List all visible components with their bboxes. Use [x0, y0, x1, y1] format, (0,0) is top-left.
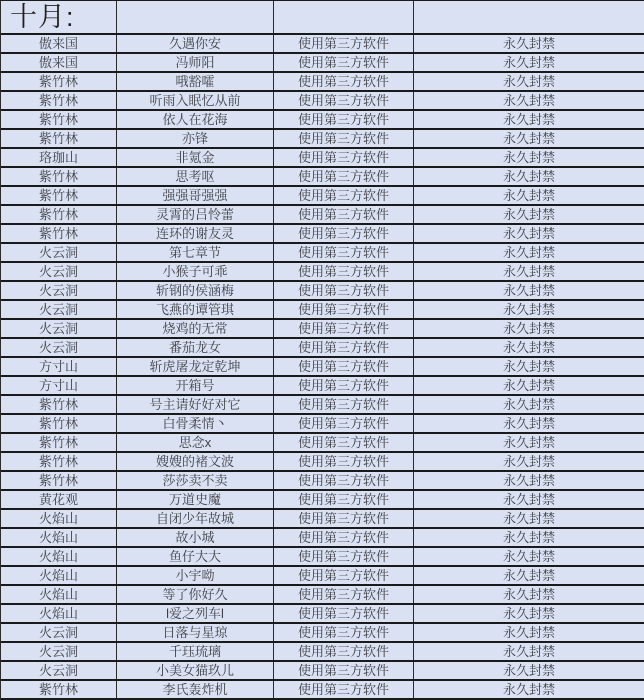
cell-player[interactable]: 非氪金	[117, 149, 274, 166]
table-row	[1, 605, 644, 624]
cell-punishment[interactable]: 永久封禁	[502, 625, 555, 640]
table-row	[1, 358, 644, 377]
cell-punishment[interactable]: 永久封禁	[502, 473, 555, 488]
table-row	[1, 567, 644, 586]
cell-player[interactable]: 千珏琉璃	[117, 643, 274, 660]
cell-server[interactable]: 方寸山	[1, 358, 117, 375]
cell-server[interactable]: 紫竹林	[1, 681, 117, 698]
cell-punishment[interactable]: 永久封禁	[502, 435, 555, 450]
cell-player[interactable]: 小猴子可乖	[117, 263, 274, 280]
cell-reason[interactable]: 使用第三方软件	[274, 92, 414, 109]
cell-server[interactable]: 方寸山	[1, 377, 117, 394]
table-row	[1, 529, 644, 548]
cell-reason[interactable]: 使用第三方软件	[274, 662, 414, 679]
cell-player[interactable]: 白骨柔情丶	[117, 415, 274, 432]
cell-reason[interactable]: 使用第三方软件	[274, 149, 414, 166]
cell-player[interactable]: 冯师阳	[117, 54, 274, 71]
cell-server[interactable]: 紫竹林	[1, 225, 117, 242]
cell-reason[interactable]: 使用第三方软件	[274, 453, 414, 470]
cell-punishment[interactable]: 永久封禁	[502, 549, 555, 564]
table-row	[1, 301, 644, 320]
cell-punishment[interactable]: 永久封禁	[502, 492, 555, 507]
cell-punishment[interactable]: 永久封禁	[502, 55, 555, 70]
cell-server[interactable]: 火焰山	[1, 567, 117, 584]
cell-server[interactable]: 火云洞	[1, 282, 117, 299]
cell-player[interactable]: 嫂嫂的褚文波	[117, 453, 274, 470]
cell-punishment[interactable]: 永久封禁	[502, 359, 555, 374]
table-row	[1, 415, 644, 434]
cell-punishment[interactable]: 永久封禁	[502, 131, 555, 146]
table-row	[1, 662, 644, 681]
cell-reason[interactable]: 使用第三方软件	[274, 111, 414, 128]
cell-reason[interactable]: 使用第三方软件	[274, 301, 414, 318]
cell-player[interactable]: 李氏轰炸机	[117, 681, 274, 698]
table-row	[1, 130, 644, 149]
cell-punishment[interactable]: 永久封禁	[502, 188, 555, 203]
cell-punishment[interactable]: 永久封禁	[502, 568, 555, 583]
cell-reason[interactable]: 使用第三方软件	[274, 624, 414, 641]
table-row	[1, 453, 644, 472]
table-row	[1, 282, 644, 301]
cell-punishment[interactable]: 永久封禁	[502, 169, 555, 184]
cell-punishment[interactable]: 永久封禁	[502, 112, 555, 127]
cell-server[interactable]: 紫竹林	[1, 415, 117, 432]
table-row	[1, 320, 644, 339]
header-row	[1, 1, 644, 35]
cell-reason[interactable]: 使用第三方软件	[274, 491, 414, 508]
cell-server[interactable]: 紫竹林	[1, 73, 117, 90]
table-row	[1, 510, 644, 529]
cell-player[interactable]: 小宇呦	[117, 567, 274, 584]
cell-player[interactable]: 烧鸡的无常	[117, 320, 274, 337]
table-row	[1, 548, 644, 567]
table-row	[1, 168, 644, 187]
cell-player[interactable]: 斩钢的侯涵梅	[117, 282, 274, 299]
cell-reason[interactable]: 使用第三方软件	[274, 415, 414, 432]
cell-reason[interactable]: 使用第三方软件	[274, 529, 414, 546]
ban-table-body	[1, 35, 644, 700]
table-row	[1, 149, 644, 168]
cell-player[interactable]: 小美女猫玖儿	[117, 662, 274, 679]
cell-player[interactable]: 故小城	[117, 529, 274, 546]
cell-reason[interactable]: 使用第三方软件	[274, 263, 414, 280]
cell-server[interactable]: 火焰山	[1, 548, 117, 565]
table-row	[1, 434, 644, 453]
table-row	[1, 681, 644, 700]
cell-punishment[interactable]: 永久封禁	[502, 511, 555, 526]
cell-punishment[interactable]: 永久封禁	[502, 207, 555, 222]
table-row	[1, 586, 644, 605]
month-title: 十月:	[1, 1, 117, 33]
cell-player[interactable]: 鱼仔大大	[117, 548, 274, 565]
header-cell-punishment[interactable]	[414, 1, 644, 33]
cell-reason[interactable]: 使用第三方软件	[274, 548, 414, 565]
cell-player[interactable]: 日落与星琼	[117, 624, 274, 641]
cell-player[interactable]: l爱之列车l	[117, 605, 274, 622]
cell-punishment[interactable]: 永久封禁	[502, 36, 555, 51]
cell-punishment[interactable]: 永久封禁	[502, 682, 555, 697]
cell-punishment[interactable]: 永久封禁	[502, 454, 555, 469]
cell-punishment[interactable]: 永久封禁	[502, 74, 555, 89]
table-row	[1, 187, 644, 206]
cell-punishment[interactable]: 永久封禁	[502, 397, 555, 412]
table-row	[1, 92, 644, 111]
cell-player[interactable]: 思考呕	[117, 168, 274, 185]
cell-server[interactable]: 火云洞	[1, 643, 117, 660]
cell-reason[interactable]: 使用第三方软件	[274, 567, 414, 584]
cell-reason[interactable]: 使用第三方软件	[274, 434, 414, 451]
cell-player[interactable]: 哦豁嚯	[117, 73, 274, 90]
table-row	[1, 396, 644, 415]
cell-server[interactable]: 紫竹林	[1, 111, 117, 128]
cell-punishment[interactable]: 永久封禁	[502, 93, 555, 108]
table-row	[1, 624, 644, 643]
cell-player[interactable]: 自闭少年故城	[117, 510, 274, 527]
table-row	[1, 35, 644, 54]
table-row	[1, 54, 644, 73]
cell-server[interactable]: 火云洞	[1, 244, 117, 261]
cell-reason[interactable]: 使用第三方软件	[274, 377, 414, 394]
cell-server[interactable]: 紫竹林	[1, 472, 117, 489]
table-row	[1, 244, 644, 263]
cell-player[interactable]: 飞燕的谭管琪	[117, 301, 274, 318]
cell-server[interactable]: 紫竹林	[1, 187, 117, 204]
cell-player[interactable]: 连环的谢友灵	[117, 225, 274, 242]
table-row	[1, 377, 644, 396]
table-row	[1, 111, 644, 130]
cell-punishment[interactable]: 永久封禁	[502, 606, 555, 621]
cell-player[interactable]: 听雨入眠忆从前	[117, 92, 274, 109]
header-cell-reason[interactable]	[274, 1, 414, 33]
cell-punishment[interactable]: 永久封禁	[502, 416, 555, 431]
cell-punishment[interactable]: 永久封禁	[502, 378, 555, 393]
cell-reason[interactable]: 使用第三方软件	[274, 472, 414, 489]
table-row	[1, 206, 644, 225]
cell-reason[interactable]: 使用第三方软件	[274, 396, 414, 413]
cell-player[interactable]: 久遇你安	[117, 35, 274, 52]
cell-punishment[interactable]: 永久封禁	[502, 245, 555, 260]
cell-server[interactable]: 傲来国	[1, 54, 117, 71]
table-row	[1, 263, 644, 282]
cell-reason[interactable]: 使用第三方软件	[274, 586, 414, 603]
cell-player[interactable]: 灵霄的吕怜蕾	[117, 206, 274, 223]
cell-server[interactable]: 紫竹林	[1, 168, 117, 185]
cell-server[interactable]: 紫竹林	[1, 396, 117, 413]
cell-reason[interactable]: 使用第三方软件	[274, 35, 414, 52]
cell-player[interactable]: 万道史魔	[117, 491, 274, 508]
cell-player[interactable]: 莎莎卖不卖	[117, 472, 274, 489]
cell-reason[interactable]: 使用第三方软件	[274, 510, 414, 527]
cell-server[interactable]: 火焰山	[1, 605, 117, 622]
cell-server[interactable]: 珞珈山	[1, 149, 117, 166]
cell-punishment[interactable]: 永久封禁	[502, 587, 555, 602]
cell-server[interactable]: 火焰山	[1, 529, 117, 546]
cell-server[interactable]: 黄花观	[1, 491, 117, 508]
cell-server[interactable]: 紫竹林	[1, 453, 117, 470]
cell-reason[interactable]: 使用第三方软件	[274, 54, 414, 71]
cell-punishment[interactable]: 永久封禁	[502, 321, 555, 336]
cell-reason[interactable]: 使用第三方软件	[274, 168, 414, 185]
cell-reason[interactable]: 使用第三方软件	[274, 339, 414, 356]
cell-punishment[interactable]: 永久封禁	[502, 644, 555, 659]
cell-punishment[interactable]: 永久封禁	[502, 302, 555, 317]
cell-server[interactable]: 火云洞	[1, 320, 117, 337]
cell-player[interactable]: 等了你好久	[117, 586, 274, 603]
cell-player[interactable]: 斩虎屠龙定乾坤	[117, 358, 274, 375]
cell-server[interactable]: 傲来国	[1, 35, 117, 52]
cell-punishment[interactable]: 永久封禁	[502, 283, 555, 298]
cell-reason[interactable]: 使用第三方软件	[274, 225, 414, 242]
cell-server[interactable]: 火云洞	[1, 624, 117, 641]
table-row	[1, 472, 644, 491]
cell-reason[interactable]: 使用第三方软件	[274, 320, 414, 337]
cell-reason[interactable]: 使用第三方软件	[274, 681, 414, 698]
cell-reason[interactable]: 使用第三方软件	[274, 244, 414, 261]
cell-server[interactable]: 火云洞	[1, 339, 117, 356]
header-cell-player[interactable]	[117, 1, 274, 33]
cell-server[interactable]: 紫竹林	[1, 206, 117, 223]
cell-server[interactable]: 紫竹林	[1, 130, 117, 147]
cell-server[interactable]: 火云洞	[1, 301, 117, 318]
cell-player[interactable]: 番茄龙女	[117, 339, 274, 356]
table-row	[1, 491, 644, 510]
cell-reason[interactable]: 使用第三方软件	[274, 643, 414, 660]
cell-player[interactable]: 思念x	[117, 434, 274, 451]
cell-reason[interactable]: 使用第三方软件	[274, 358, 414, 375]
cell-punishment[interactable]: 永久封禁	[502, 150, 555, 165]
cell-server[interactable]: 紫竹林	[1, 92, 117, 109]
cell-punishment[interactable]: 永久封禁	[502, 340, 555, 355]
cell-server[interactable]: 紫竹林	[1, 434, 117, 451]
cell-server[interactable]: 火云洞	[1, 662, 117, 679]
cell-punishment[interactable]: 永久封禁	[502, 663, 555, 678]
cell-server[interactable]: 火云洞	[1, 263, 117, 280]
table-row	[1, 225, 644, 244]
cell-reason[interactable]: 使用第三方软件	[274, 206, 414, 223]
cell-reason[interactable]: 使用第三方软件	[274, 130, 414, 147]
table-row	[1, 339, 644, 358]
table-row	[1, 643, 644, 662]
cell-player[interactable]: 第七章节	[117, 244, 274, 261]
cell-reason[interactable]: 使用第三方软件	[274, 282, 414, 299]
cell-server[interactable]: 火焰山	[1, 586, 117, 603]
cell-reason[interactable]: 使用第三方软件	[274, 187, 414, 204]
cell-punishment[interactable]: 永久封禁	[502, 226, 555, 241]
cell-punishment[interactable]: 永久封禁	[502, 530, 555, 545]
cell-punishment[interactable]: 永久封禁	[502, 264, 555, 279]
cell-player[interactable]: 开箱号	[117, 377, 274, 394]
cell-reason[interactable]: 使用第三方软件	[274, 605, 414, 622]
cell-player[interactable]: 强强哥强强	[117, 187, 274, 204]
cell-server[interactable]: 火焰山	[1, 510, 117, 527]
cell-player[interactable]: 号主请好好对它	[117, 396, 274, 413]
table-row	[1, 73, 644, 92]
cell-player[interactable]: 依人在花海	[117, 111, 274, 128]
cell-player[interactable]: 亦锋	[117, 130, 274, 147]
cell-reason[interactable]: 使用第三方软件	[274, 73, 414, 90]
